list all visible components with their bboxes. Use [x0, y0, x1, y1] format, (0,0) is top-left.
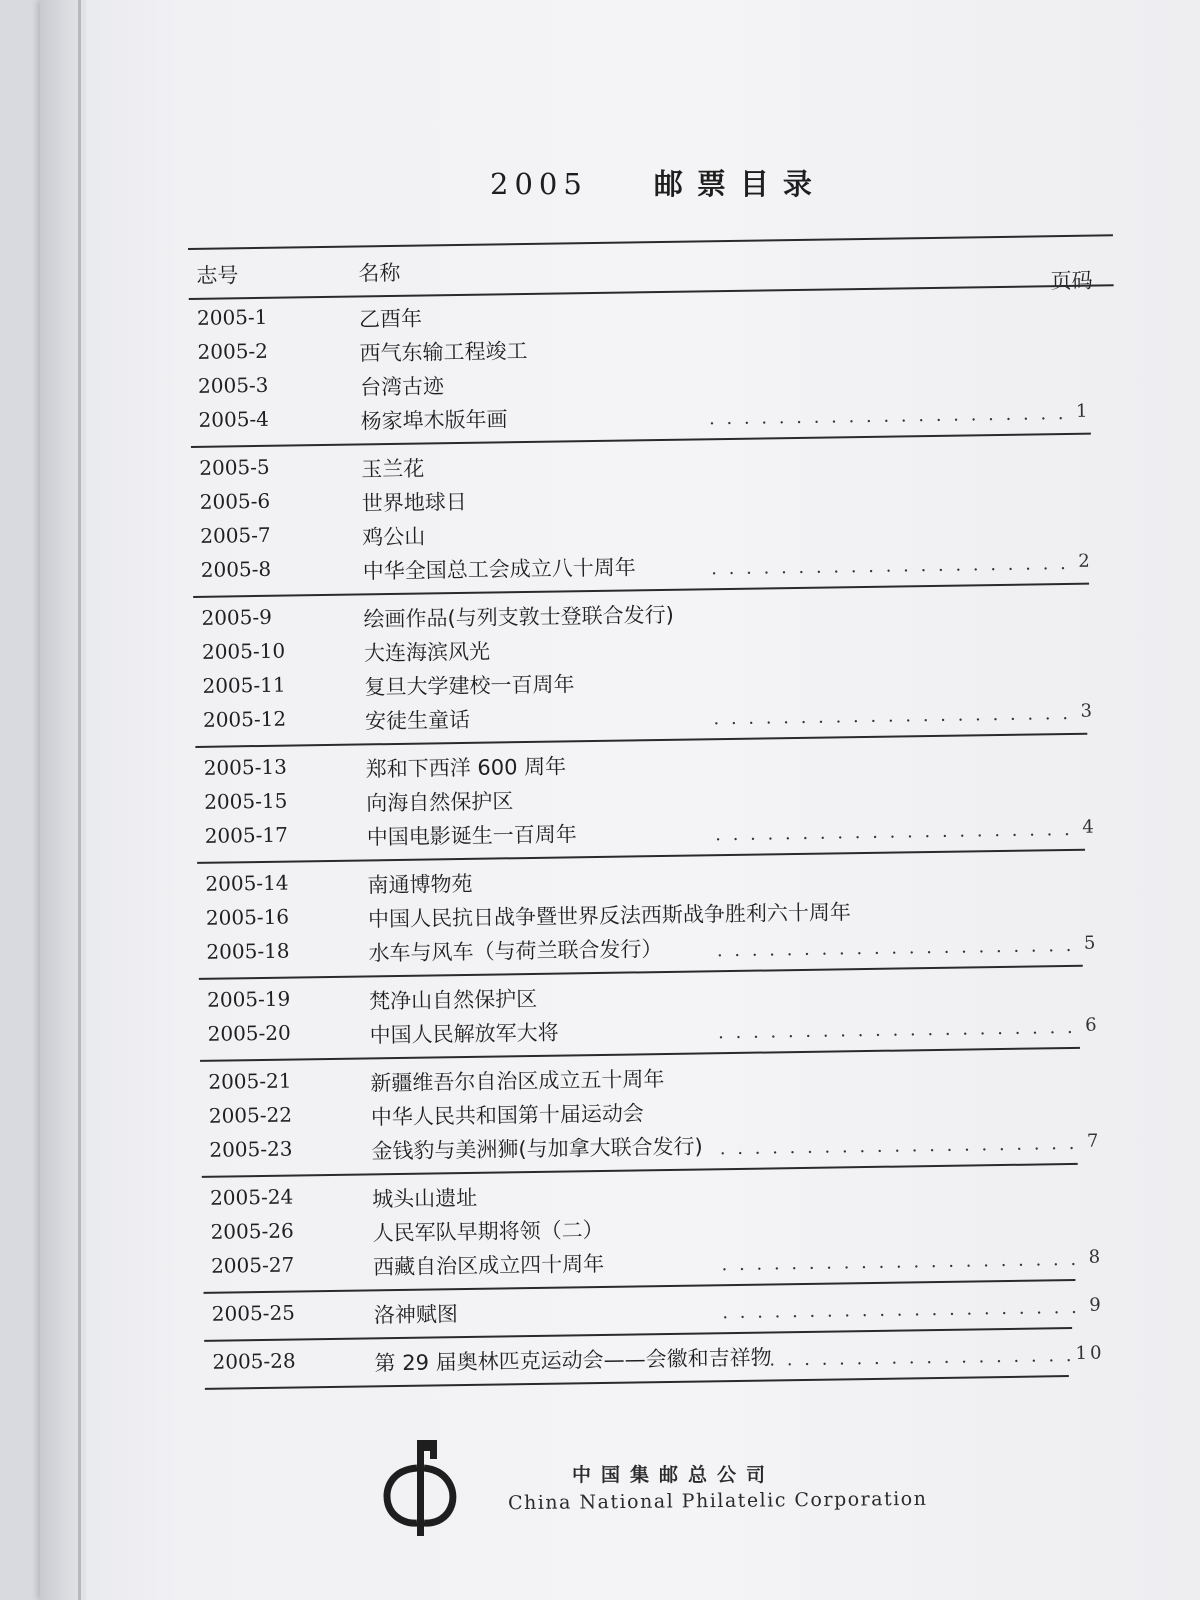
stamp-name: 鸡公山: [362, 524, 426, 550]
stamp-code: 2005-9: [201, 604, 273, 630]
stamp-code: 2005-26: [210, 1218, 294, 1244]
dot-leader: . . . . . . . . . . . . . . . . . . . . .: [715, 818, 1073, 846]
stamp-code: 2005-20: [207, 1020, 291, 1046]
stamp-name: 乙酉年: [358, 306, 423, 332]
stamp-name: 郑和下西洋 600 周年: [365, 754, 567, 782]
catalog-table: [188, 234, 1129, 1376]
stamp-name: 人民军队早期将领（二）: [372, 1217, 604, 1246]
stamp-name: 大连海滨风光: [363, 639, 491, 666]
stamp-code: 2005-7: [200, 522, 271, 548]
stamp-code: 2005-27: [210, 1252, 295, 1278]
stamp-name: 玉兰花: [361, 456, 425, 482]
publisher-name-cn: 中国集邮总公司: [572, 1464, 776, 1486]
page-number: 2: [1078, 550, 1093, 572]
page-number: 6: [1085, 1014, 1100, 1036]
stamp-code: 2005-4: [198, 406, 270, 432]
stamp-name: 南通博物苑: [367, 871, 473, 898]
page-number: 4: [1082, 816, 1097, 838]
page-number: 5: [1083, 932, 1099, 954]
stamp-name: 中国人民抗日战争暨世界反法西斯战争胜利六十周年: [367, 900, 852, 932]
stamp-name: 水车与风车（与荷兰联合发行）: [368, 937, 663, 966]
stamp-name: 西气东输工程竣工: [359, 338, 528, 366]
dot-leader: . . . . . . . . . . . . . . . . . . . . .: [711, 552, 1069, 580]
page-number: 8: [1088, 1246, 1104, 1268]
header-page: 页码: [1050, 268, 1093, 294]
binding-fold: [78, 0, 81, 1600]
cnpc-logo-icon: [380, 1438, 460, 1538]
stamp-code: 2005-8: [200, 556, 272, 582]
stamp-name: 城头山遗址: [371, 1185, 478, 1212]
stamp-code: 2005-13: [203, 754, 287, 780]
page-title: [490, 162, 826, 203]
dot-leader: . . . . . . . . . . . . . . . . . . . . .: [722, 1296, 1080, 1324]
stamp-code: 2005-25: [211, 1300, 296, 1326]
stamp-name: 杨家埠木版年画: [360, 407, 508, 434]
stamp-name: 世界地球日: [361, 489, 467, 516]
stamp-code: 2005-2: [197, 338, 269, 364]
header-name: 名称: [358, 260, 401, 286]
dot-leader: . . . . . . . . . . . . . . . . . . . . .: [721, 1248, 1080, 1276]
stamp-name: 向海自然保护区: [366, 789, 514, 816]
stamp-name: 中华全国总工会成立八十周年: [362, 555, 636, 584]
stamp-name: 中国人民解放军大将: [369, 1020, 559, 1048]
stamp-name: 台湾古迹: [359, 374, 445, 400]
stamp-code: 2005-11: [202, 672, 286, 698]
stamp-name: 第 29 届奥林匹克运动会——会徽和吉祥物: [374, 1345, 772, 1376]
stamp-name: 梵净山自然保护区: [369, 986, 538, 1014]
dot-leader: . . . . . . . . . . . . . . . . . . . . .: [716, 934, 1075, 962]
stamp-code: 2005-14: [205, 870, 289, 896]
stamp-code: 2005-1: [196, 304, 268, 330]
header-code: 志号: [196, 263, 239, 288]
stamp-name: 金钱豹与美洲狮(与加拿大联合发行): [371, 1134, 703, 1164]
stamp-name: 中华人民共和国第十届运动会: [370, 1101, 645, 1130]
stamp-code: 2005-12: [202, 706, 287, 732]
stamp-code: 2005-10: [201, 638, 286, 664]
stamp-code: 2005-15: [204, 788, 288, 814]
stamp-code: 2005-6: [199, 488, 271, 514]
stamp-code: 2005-5: [199, 454, 270, 480]
dot-leader: . . . . . . . . . . . . . . . . . . . . .: [717, 1016, 1076, 1044]
dot-leader: . . . . . . . . . . . . . . . . . . . . .: [708, 402, 1067, 430]
stamp-code: 2005-23: [209, 1136, 293, 1162]
stamp-code: 2005-16: [205, 904, 290, 930]
stamp-name: 中国电影诞生一百周年: [366, 822, 577, 850]
stamp-code: 2005-19: [206, 986, 291, 1012]
stamp-code: 2005-22: [208, 1102, 293, 1128]
dot-leader: . . . . . . . . . . . . . . . . . . . . .: [719, 1132, 1078, 1160]
publisher-name-en: China National Philatelic Corporation: [507, 1487, 928, 1515]
stamp-code: 2005-18: [206, 938, 290, 964]
stamp-code: 2005-28: [212, 1348, 296, 1374]
dot-leader: . . . . . . . . . . . . . . . . . . . . .: [713, 702, 1072, 730]
stamp-code: 2005-17: [204, 822, 289, 848]
page-number: 7: [1086, 1130, 1102, 1152]
page-number: 10: [1075, 1342, 1105, 1364]
stamp-name: 安徒生童话: [364, 707, 471, 734]
stamp-name: 洛神赋图: [373, 1302, 459, 1328]
stamp-code: 2005-21: [208, 1068, 292, 1094]
stamp-name: 复旦大学建校一百周年: [364, 672, 575, 700]
stamp-name: 西藏自治区成立四十周年: [372, 1251, 605, 1280]
stamp-code: 2005-3: [197, 372, 269, 398]
stamp-name: 绘画作品(与列支敦士登联合发行): [363, 602, 675, 632]
page-number: 3: [1080, 700, 1096, 722]
page-number: 9: [1089, 1294, 1104, 1316]
page-number: 1: [1075, 400, 1091, 422]
stamp-code: 2005-24: [209, 1184, 294, 1210]
title-text: 邮票目录: [653, 167, 826, 201]
dot-leader: . . . . . . . . . . . . . . . . . . . . .: [716, 1344, 1075, 1372]
title-year: 2005: [490, 167, 588, 201]
stamp-name: 新疆维吾尔自治区成立五十周年: [370, 1067, 665, 1096]
